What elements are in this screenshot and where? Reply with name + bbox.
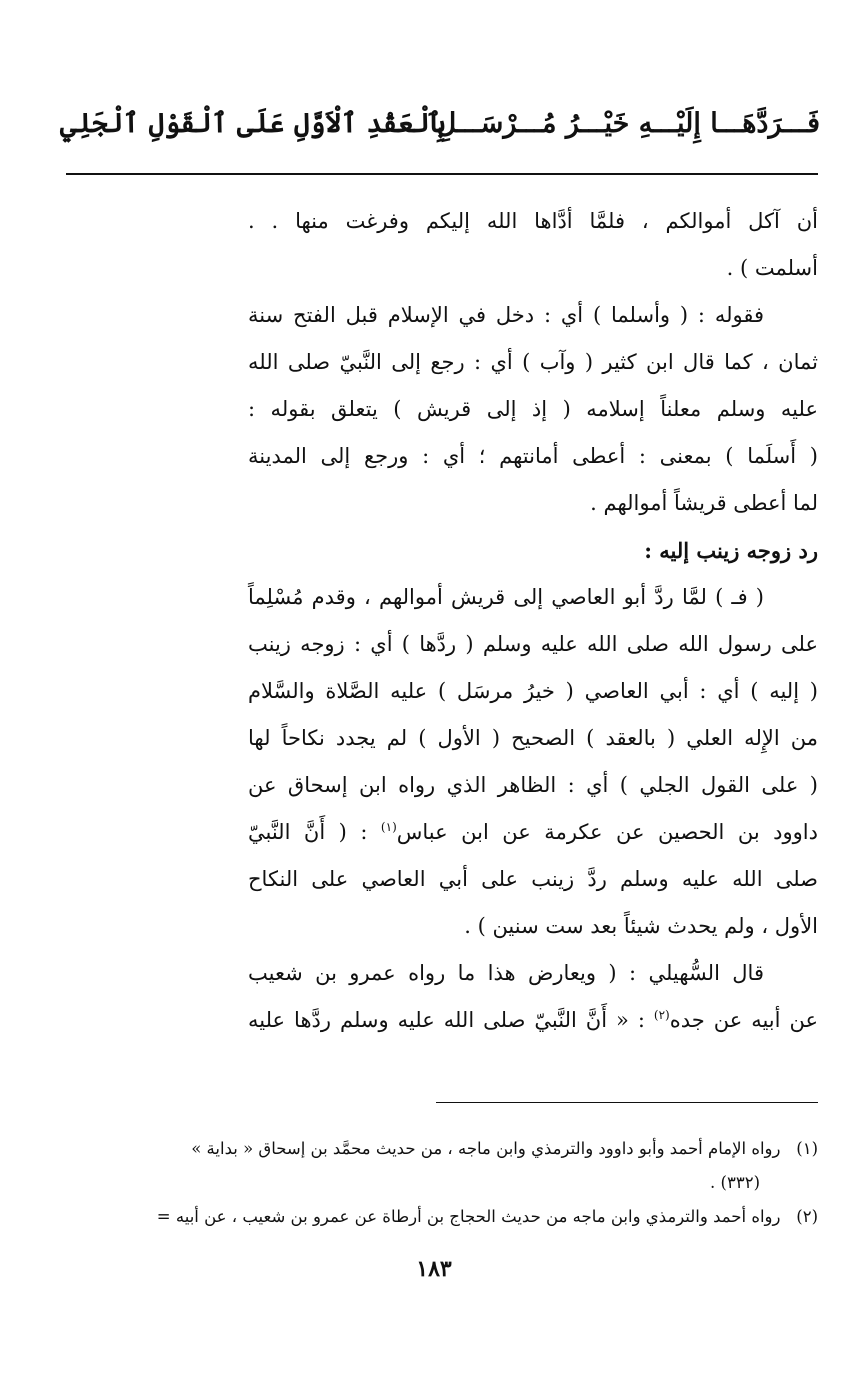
text-line: ( إليه ) أي : أبي العاصي ( خيرُ مرسَل ) عليه الصَّلاة والسَّلام	[248, 679, 818, 703]
footnote-number: (٢)	[796, 1207, 818, 1226]
text-line: عليه وسلم معلناً إسلامه ( إذ إلى قريش ) يتعلق بقوله :	[248, 397, 818, 421]
text-segment: عن أبيه عن جده	[669, 1008, 818, 1032]
section-heading: رد زوجه زينب إليه :	[644, 538, 818, 563]
text-line: أن آكل أموالكم ، فلمَّا أدَّاها الله إليكم وفرغت منها . .	[248, 209, 818, 233]
text-line: ( فـ ) لمَّا ردَّ أبو العاصي إلى قريش أموالهم ، وقدم مُسْلِماً	[248, 585, 764, 609]
footnotes	[52, 1132, 818, 1234]
text-line: لما أعطى قريشاً أموالهم .	[590, 491, 818, 515]
footnote-text: رواه أحمد والترمذي وابن ماجه من حديث الحجاج بن أرطاة عن عمرو بن شعيب ، عن أبيه =	[156, 1207, 781, 1226]
text-line: ( أَسلَما ) بمعنى : أعطى أمانتهم ؛ أي : ورجع إلى المدينة	[248, 444, 818, 468]
text-line: فقوله : ( وأسلما ) أي : دخل في الإسلام قبل الفتح سنة	[248, 303, 764, 327]
footnote-ref-2[interactable]: (٢)	[653, 1008, 670, 1022]
text-line: صلى الله عليه وسلم ردَّ زينب على أبي العاصي على النكاح	[248, 867, 818, 891]
footnote-2	[52, 1200, 818, 1234]
poem-verse	[60, 100, 820, 164]
text-line: ( على القول الجلي ) أي : الظاهر الذي رواه ابن إسحاق عن	[248, 773, 818, 797]
text-line	[248, 997, 818, 1044]
footnote-text: رواه الإمام أحمد وأبو داوود والترمذي وابن ماجه ، من حديث محمَّد بن إسحاق « بداية »	[191, 1139, 781, 1158]
text-segment: داوود بن الحصين عن عكرمة عن ابن عباس	[396, 820, 818, 844]
text-line: الأول ، ولم يحدث شيئاً بعد ست سنين ) .	[464, 914, 818, 938]
text-line: من الإِله العلي ( بالعقد ) الصحيح ( الأول ) لم يجدد نكاحاً لها	[248, 726, 818, 750]
text-segment: : ( أَنَّ النَّبيّ	[248, 820, 381, 844]
text-line: أسلمت ) .	[726, 256, 818, 280]
header-rule	[66, 173, 818, 175]
footnote-1-continued: (٣٣٢) .	[710, 1173, 760, 1192]
footnote-number: (١)	[796, 1139, 818, 1158]
footnote-rule	[436, 1102, 818, 1103]
footnote-ref-1[interactable]: (١)	[380, 820, 397, 834]
text-line	[248, 809, 818, 856]
page-number: ١٨٣	[416, 1256, 452, 1282]
text-line: قال السُّهيلي : ( ويعارض هذا ما رواه عمرو بن شعيب	[248, 961, 764, 985]
commentary-text	[248, 198, 818, 1044]
verse-second-hemistich: بِٱلْعَقْدِ ٱلْاَوَّلِ عَلَى ٱلْقَوْلِ ٱلْجَلِي	[60, 108, 446, 139]
text-line: على رسول الله صلى الله عليه وسلم ( ردَّها ) أي : زوجه زينب	[248, 632, 818, 656]
text-segment: : « أَنَّ النَّبيّ صلى الله عليه وسلم ردَّها عليه	[248, 1008, 654, 1032]
verse-first-hemistich: فَـــرَدَّهَـــا إِلَيْـــهِ خَيْـــرُ مُـــرْسَـــلِ	[436, 108, 820, 139]
footnote-1	[52, 1132, 818, 1166]
text-line: ثمان ، كما قال ابن كثير ( وآب ) أي : رجع إلى النَّبيّ صلى الله	[248, 350, 818, 374]
